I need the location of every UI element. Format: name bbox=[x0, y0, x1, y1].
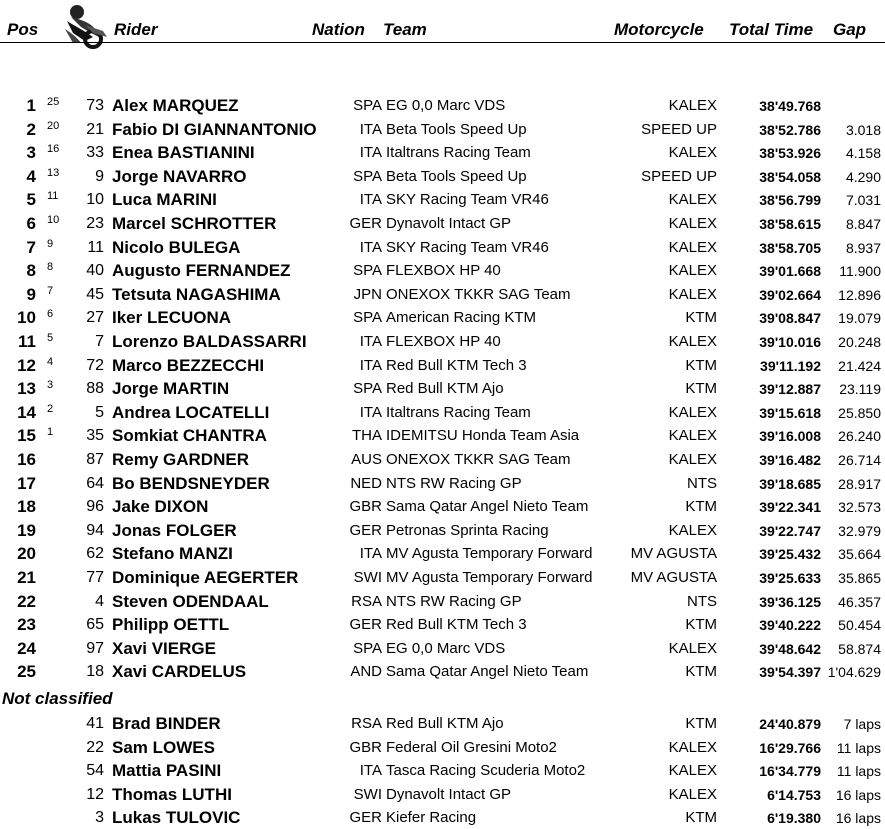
cell-rider: Nicolo BULEGA bbox=[112, 237, 241, 257]
cell-moto: KTM bbox=[685, 663, 717, 681]
cell-num: 88 bbox=[86, 380, 104, 398]
cell-pos: 9 bbox=[26, 284, 36, 304]
cell-gap: 8.937 bbox=[845, 239, 881, 256]
cell-moto: KALEX bbox=[668, 521, 717, 539]
cell-gap: 16 laps bbox=[835, 810, 881, 827]
cell-rider: Bo BENDSNEYDER bbox=[112, 473, 270, 493]
cell-pos: 6 bbox=[26, 214, 36, 233]
cell-num: 40 bbox=[86, 262, 104, 280]
cell-team: NTS RW Racing GP bbox=[386, 592, 522, 610]
cell-time: 38'52.786 bbox=[759, 121, 821, 138]
result-row bbox=[0, 473, 885, 495]
cell-nation: ITA bbox=[359, 762, 382, 780]
cell-nation: GBR bbox=[349, 498, 382, 516]
cell-num: 64 bbox=[86, 474, 104, 492]
cell-gap: 32.573 bbox=[838, 499, 881, 516]
cell-team: Red Bull KTM Ajo bbox=[386, 380, 504, 398]
result-row bbox=[0, 95, 885, 117]
header-nation: Nation bbox=[312, 20, 365, 39]
cell-team: Tasca Racing Scuderia Moto2 bbox=[386, 762, 586, 780]
result-row bbox=[0, 142, 885, 164]
cell-pos: 21 bbox=[17, 568, 36, 587]
cell-moto: SPEED UP bbox=[641, 120, 717, 138]
cell-pos: 14 bbox=[17, 402, 36, 422]
cell-time: 39'48.642 bbox=[759, 640, 821, 657]
cell-gap: 20.248 bbox=[838, 334, 881, 350]
cell-pos: 10 bbox=[17, 308, 36, 328]
cell-rider: Lorenzo BALDASSARRI bbox=[112, 332, 307, 351]
result-row bbox=[0, 543, 885, 565]
cell-team: Dynavolt Intact GP bbox=[386, 785, 512, 803]
cell-rider: Mattia PASINI bbox=[112, 761, 222, 781]
result-row bbox=[0, 713, 885, 735]
cell-gap: 4.158 bbox=[845, 145, 881, 162]
cell-team: MV Agusta Temporary Forward bbox=[386, 569, 593, 586]
cell-nation: JPN bbox=[353, 285, 382, 303]
cell-pos: 19 bbox=[17, 520, 36, 540]
cell-rider: Luca MARINI bbox=[112, 190, 217, 210]
cell-gap: 32.979 bbox=[838, 522, 881, 539]
cell-time: 38'49.768 bbox=[759, 98, 821, 114]
result-row bbox=[0, 567, 885, 589]
cell-moto: KALEX bbox=[668, 427, 717, 445]
cell-num: 23 bbox=[86, 215, 104, 232]
cell-nation: SPA bbox=[353, 167, 382, 185]
cell-team: Red Bull KTM Ajo bbox=[386, 715, 504, 732]
cell-nation: ITA bbox=[359, 403, 382, 421]
cell-time: 39'36.125 bbox=[759, 593, 821, 610]
cell-moto: MV AGUSTA bbox=[630, 569, 717, 586]
cell-rider: Jorge MARTIN bbox=[112, 379, 230, 399]
cell-nation: SWI bbox=[353, 569, 382, 586]
cell-moto: KTM bbox=[685, 809, 717, 827]
header-motorcycle: Motorcycle bbox=[614, 20, 704, 39]
cell-num: 65 bbox=[86, 616, 104, 634]
header-total-time: Total Time bbox=[729, 20, 814, 39]
cell-pts: 2 bbox=[47, 402, 54, 415]
cell-time: 39'11.192 bbox=[760, 357, 821, 374]
result-row bbox=[0, 260, 885, 282]
cell-moto: KTM bbox=[685, 356, 717, 374]
cell-pos: 24 bbox=[17, 638, 36, 658]
cell-rider: Lukas TULOVIC bbox=[112, 808, 241, 828]
result-row bbox=[0, 520, 885, 542]
cell-num: 62 bbox=[86, 545, 104, 563]
cell-num: 7 bbox=[95, 333, 104, 350]
cell-team: ONEXOX TKKR SAG Team bbox=[386, 285, 571, 303]
cell-nation: GER bbox=[349, 215, 382, 232]
cell-num: 35 bbox=[86, 427, 104, 445]
cell-rider: Remy GARDNER bbox=[112, 450, 249, 469]
cell-rider: Philipp OETTL bbox=[112, 615, 230, 635]
cell-nation: RSA bbox=[351, 592, 382, 610]
cell-nation: SPA bbox=[353, 380, 382, 398]
cell-rider: Marco BEZZECCHI bbox=[112, 355, 265, 375]
cell-pos: 12 bbox=[17, 355, 36, 375]
cell-gap: 50.454 bbox=[838, 617, 881, 634]
cell-pos: 17 bbox=[17, 473, 36, 493]
cell-gap: 4.290 bbox=[845, 168, 881, 185]
header-divider bbox=[0, 42, 885, 43]
cell-nation: GER bbox=[349, 521, 382, 539]
cell-team: EG 0,0 Marc VDS bbox=[386, 639, 506, 657]
result-row bbox=[0, 591, 885, 613]
cell-gap: 16 laps bbox=[835, 786, 881, 803]
cell-moto: KTM bbox=[685, 380, 717, 398]
cell-moto: KALEX bbox=[668, 738, 717, 756]
cell-gap: 11.900 bbox=[839, 263, 881, 280]
cell-team: MV Agusta Temporary Forward bbox=[386, 545, 593, 563]
cell-moto: KTM bbox=[685, 616, 717, 634]
cell-num: 21 bbox=[86, 120, 104, 138]
cell-pts: 3 bbox=[47, 379, 54, 392]
cell-gap: 21.424 bbox=[838, 357, 881, 374]
result-row bbox=[0, 661, 885, 683]
result-row bbox=[0, 355, 885, 377]
cell-team: Italtrans Racing Team bbox=[386, 144, 531, 162]
cell-pos: 25 bbox=[17, 662, 36, 682]
result-row bbox=[0, 449, 885, 471]
cell-team: ONEXOX TKKR SAG Team bbox=[386, 451, 571, 468]
cell-time: 39'25.633 bbox=[759, 570, 821, 586]
cell-team: Federal Oil Gresini Moto2 bbox=[386, 738, 557, 756]
cell-nation: SPA bbox=[353, 97, 382, 114]
cell-nation: THA bbox=[352, 427, 382, 445]
cell-rider: Xavi CARDELUS bbox=[112, 662, 247, 682]
header-gap: Gap bbox=[833, 20, 867, 39]
result-row bbox=[0, 378, 885, 400]
cell-team: Sama Qatar Angel Nieto Team bbox=[386, 498, 589, 516]
cell-num: 73 bbox=[86, 97, 104, 114]
cell-time: 38'58.615 bbox=[759, 216, 821, 232]
cell-moto: KALEX bbox=[668, 238, 717, 256]
cell-team: Sama Qatar Angel Nieto Team bbox=[386, 663, 589, 681]
cell-num: 10 bbox=[86, 191, 104, 209]
result-row bbox=[0, 737, 885, 759]
cell-gap: 19.079 bbox=[838, 310, 881, 327]
cell-gap: 7.031 bbox=[845, 192, 881, 209]
cell-gap: 3.018 bbox=[845, 121, 881, 138]
cell-time: 39'12.887 bbox=[759, 381, 821, 398]
cell-pos: 1 bbox=[26, 96, 36, 115]
cell-moto: KALEX bbox=[668, 639, 717, 657]
cell-moto: KALEX bbox=[668, 191, 717, 209]
cell-nation: RSA bbox=[351, 715, 382, 732]
cell-pts: 11 bbox=[47, 190, 59, 203]
cell-num: 4 bbox=[95, 592, 104, 610]
cell-nation: GER bbox=[349, 809, 382, 827]
cell-moto: KALEX bbox=[668, 333, 717, 350]
cell-rider: Marcel SCHROTTER bbox=[112, 214, 277, 233]
not-classified-heading: Not classified bbox=[2, 689, 113, 708]
cell-num: 41 bbox=[86, 715, 104, 732]
cell-moto: KALEX bbox=[668, 762, 717, 780]
cell-time: 39'22.747 bbox=[759, 522, 821, 539]
result-row bbox=[0, 614, 885, 636]
cell-time: 24'40.879 bbox=[759, 716, 821, 732]
result-row bbox=[0, 331, 885, 353]
cell-team: Dynavolt Intact GP bbox=[386, 215, 512, 232]
cell-nation: AND bbox=[350, 663, 382, 681]
cell-pts: 10 bbox=[47, 214, 60, 226]
cell-num: 5 bbox=[95, 403, 104, 421]
cell-moto: KALEX bbox=[668, 285, 717, 303]
cell-pos: 16 bbox=[17, 450, 36, 469]
cell-num: 22 bbox=[86, 738, 104, 756]
cell-moto: MV AGUSTA bbox=[630, 545, 717, 563]
cell-time: 39'16.482 bbox=[759, 452, 821, 468]
cell-rider: Xavi VIERGE bbox=[112, 638, 216, 658]
cell-team: IDEMITSU Honda Team Asia bbox=[386, 427, 580, 445]
result-row bbox=[0, 784, 885, 806]
cell-num: 45 bbox=[86, 285, 104, 303]
cell-time: 39'40.222 bbox=[759, 617, 821, 634]
cell-num: 3 bbox=[95, 809, 104, 827]
result-row bbox=[0, 760, 885, 782]
cell-team: Italtrans Racing Team bbox=[386, 403, 531, 421]
result-row bbox=[0, 284, 885, 306]
cell-pts: 25 bbox=[47, 96, 60, 108]
cell-pts: 7 bbox=[47, 284, 54, 297]
cell-num: 9 bbox=[95, 167, 104, 185]
cell-time: 39'25.432 bbox=[759, 546, 821, 563]
cell-nation: SPA bbox=[353, 309, 382, 327]
result-row bbox=[0, 213, 885, 235]
cell-nation: ITA bbox=[359, 120, 382, 138]
result-row bbox=[0, 166, 885, 188]
cell-team: SKY Racing Team VR46 bbox=[386, 238, 549, 256]
cell-gap: 11 laps bbox=[836, 763, 881, 780]
cell-num: 72 bbox=[86, 356, 104, 374]
cell-nation: NED bbox=[350, 474, 382, 492]
cell-pos: 8 bbox=[26, 261, 36, 281]
cell-gap: 11 laps bbox=[836, 739, 881, 756]
cell-num: 18 bbox=[86, 663, 104, 681]
cell-gap: 26.240 bbox=[838, 428, 881, 445]
result-row bbox=[0, 119, 885, 141]
cell-gap: 12.896 bbox=[838, 286, 881, 303]
cell-team: SKY Racing Team VR46 bbox=[386, 191, 549, 209]
cell-pos: 2 bbox=[26, 119, 36, 139]
cell-num: 12 bbox=[86, 785, 104, 803]
cell-pos: 5 bbox=[26, 190, 36, 210]
cell-team: NTS RW Racing GP bbox=[386, 474, 522, 492]
cell-gap: 35.865 bbox=[838, 570, 881, 586]
cell-pos: 20 bbox=[17, 544, 36, 564]
cell-pts: 13 bbox=[47, 166, 60, 179]
cell-pos: 18 bbox=[17, 497, 36, 517]
result-row bbox=[0, 807, 885, 829]
cell-time: 38'54.058 bbox=[759, 168, 821, 185]
cell-moto: KTM bbox=[685, 309, 717, 327]
header-team: Team bbox=[383, 20, 427, 39]
cell-rider: Brad BINDER bbox=[112, 714, 221, 733]
cell-pos: 15 bbox=[17, 426, 36, 446]
cell-nation: GER bbox=[349, 616, 382, 634]
cell-num: 33 bbox=[86, 144, 104, 162]
cell-rider: Sam LOWES bbox=[112, 737, 215, 757]
cell-time: 16'29.766 bbox=[759, 739, 821, 756]
cell-gap: 25.850 bbox=[838, 404, 881, 421]
cell-nation: ITA bbox=[359, 238, 382, 256]
results-header bbox=[0, 0, 885, 48]
cell-time: 39'01.668 bbox=[759, 263, 821, 280]
cell-moto: KALEX bbox=[668, 451, 717, 468]
cell-time: 6'19.380 bbox=[767, 810, 821, 827]
cell-num: 94 bbox=[86, 521, 104, 539]
header-pos: Pos bbox=[7, 20, 39, 39]
cell-rider: Somkiat CHANTRA bbox=[112, 426, 267, 446]
cell-moto: KTM bbox=[685, 715, 717, 732]
result-row bbox=[0, 307, 885, 329]
cell-pts: 4 bbox=[47, 355, 54, 368]
cell-time: 39'22.341 bbox=[759, 499, 821, 516]
cell-rider: Iker LECUONA bbox=[112, 308, 232, 328]
cell-team: Red Bull KTM Tech 3 bbox=[386, 356, 527, 374]
cell-pts: 20 bbox=[47, 119, 60, 132]
cell-team: Petronas Sprinta Racing bbox=[386, 521, 549, 539]
cell-time: 38'56.799 bbox=[759, 192, 821, 209]
cell-pts: 1 bbox=[47, 426, 54, 439]
cell-team: Beta Tools Speed Up bbox=[386, 120, 527, 138]
cell-pos: 23 bbox=[17, 615, 36, 635]
cell-gap: 8.847 bbox=[845, 216, 881, 232]
cell-team: Red Bull KTM Tech 3 bbox=[386, 616, 527, 634]
cell-pos: 3 bbox=[26, 143, 36, 163]
cell-gap: 35.664 bbox=[838, 546, 881, 563]
cell-time: 39'16.008 bbox=[759, 428, 821, 445]
cell-pos: 7 bbox=[26, 237, 36, 257]
cell-nation: ITA bbox=[359, 333, 382, 350]
cell-time: 39'18.685 bbox=[759, 475, 821, 492]
cell-moto: SPEED UP bbox=[641, 167, 717, 185]
cell-pos: 4 bbox=[26, 166, 36, 186]
cell-time: 39'08.847 bbox=[759, 310, 821, 327]
cell-time: 39'54.397 bbox=[759, 664, 821, 681]
cell-rider: Tetsuta NAGASHIMA bbox=[112, 284, 281, 304]
cell-nation: AUS bbox=[351, 451, 382, 468]
cell-pos: 22 bbox=[17, 591, 36, 611]
cell-rider: Steven ODENDAAL bbox=[112, 591, 269, 611]
cell-rider: Jorge NAVARRO bbox=[112, 166, 247, 186]
cell-time: 38'58.705 bbox=[759, 239, 821, 256]
cell-moto: NTS bbox=[687, 592, 717, 610]
cell-team: FLEXBOX HP 40 bbox=[386, 262, 501, 280]
cell-nation: ITA bbox=[359, 144, 382, 162]
cell-nation: SPA bbox=[353, 639, 382, 657]
cell-time: 39'10.016 bbox=[759, 334, 821, 350]
cell-num: 27 bbox=[86, 309, 104, 327]
header-rider: Rider bbox=[114, 20, 158, 39]
cell-gap: 23.119 bbox=[839, 381, 881, 398]
cell-rider: Andrea LOCATELLI bbox=[112, 402, 270, 422]
cell-pos: 13 bbox=[17, 379, 36, 399]
cell-nation: ITA bbox=[359, 356, 382, 374]
cell-rider: Jake DIXON bbox=[112, 497, 209, 517]
cell-gap: 1'04.629 bbox=[827, 664, 881, 681]
cell-moto: KALEX bbox=[668, 262, 717, 280]
cell-gap: 7 laps bbox=[843, 716, 881, 732]
cell-moto: KALEX bbox=[668, 403, 717, 421]
result-row bbox=[0, 237, 885, 259]
cell-moto: KTM bbox=[685, 498, 717, 516]
cell-gap: 28.917 bbox=[838, 475, 881, 492]
cell-pts: 16 bbox=[47, 143, 60, 156]
cell-rider: Stefano MANZI bbox=[112, 544, 233, 564]
result-row bbox=[0, 638, 885, 660]
cell-num: 54 bbox=[86, 762, 104, 780]
cell-num: 96 bbox=[86, 498, 104, 516]
cell-pts: 6 bbox=[47, 308, 54, 321]
cell-rider: Alex MARQUEZ bbox=[112, 96, 239, 115]
cell-pts: 5 bbox=[47, 332, 54, 344]
cell-nation: GBR bbox=[349, 738, 382, 756]
cell-rider: Augusto FERNANDEZ bbox=[112, 261, 291, 281]
cell-gap: 46.357 bbox=[838, 593, 881, 610]
result-row bbox=[0, 496, 885, 518]
cell-pts: 9 bbox=[47, 237, 54, 250]
cell-rider: Dominique AEGERTER bbox=[112, 568, 299, 587]
cell-pts: 8 bbox=[47, 261, 54, 274]
cell-gap: 58.874 bbox=[838, 640, 881, 657]
cell-moto: KALEX bbox=[668, 785, 717, 803]
cell-team: Beta Tools Speed Up bbox=[386, 167, 527, 185]
cell-time: 39'02.664 bbox=[759, 286, 821, 303]
cell-team: FLEXBOX HP 40 bbox=[386, 333, 501, 350]
cell-num: 11 bbox=[87, 238, 104, 256]
cell-team: American Racing KTM bbox=[386, 309, 537, 327]
cell-pos: 11 bbox=[18, 332, 36, 351]
cell-nation: ITA bbox=[359, 545, 382, 563]
cell-rider: Enea BASTIANINI bbox=[112, 143, 255, 163]
cell-nation: ITA bbox=[359, 191, 382, 209]
cell-time: 6'14.753 bbox=[767, 786, 821, 803]
cell-nation: SWI bbox=[353, 785, 382, 803]
result-row bbox=[0, 425, 885, 447]
cell-team: EG 0,0 Marc VDS bbox=[386, 97, 506, 114]
cell-time: 38'53.926 bbox=[759, 145, 821, 162]
cell-moto: NTS bbox=[687, 474, 717, 492]
result-row bbox=[0, 189, 885, 211]
result-row bbox=[0, 402, 885, 424]
cell-gap: 26.714 bbox=[838, 452, 881, 468]
cell-num: 77 bbox=[86, 569, 104, 586]
cell-team: Kiefer Racing bbox=[386, 809, 477, 827]
cell-moto: KALEX bbox=[668, 97, 717, 114]
cell-time: 39'15.618 bbox=[759, 404, 821, 421]
cell-num: 97 bbox=[86, 639, 104, 657]
cell-rider: Jonas FOLGER bbox=[112, 520, 237, 540]
cell-moto: KALEX bbox=[668, 144, 717, 162]
cell-rider: Fabio DI GIANNANTONIO bbox=[112, 119, 317, 139]
cell-nation: SPA bbox=[353, 262, 382, 280]
cell-num: 87 bbox=[86, 451, 104, 468]
cell-rider: Thomas LUTHI bbox=[112, 784, 232, 804]
cell-moto: KALEX bbox=[668, 215, 717, 232]
cell-time: 16'34.779 bbox=[759, 763, 821, 780]
